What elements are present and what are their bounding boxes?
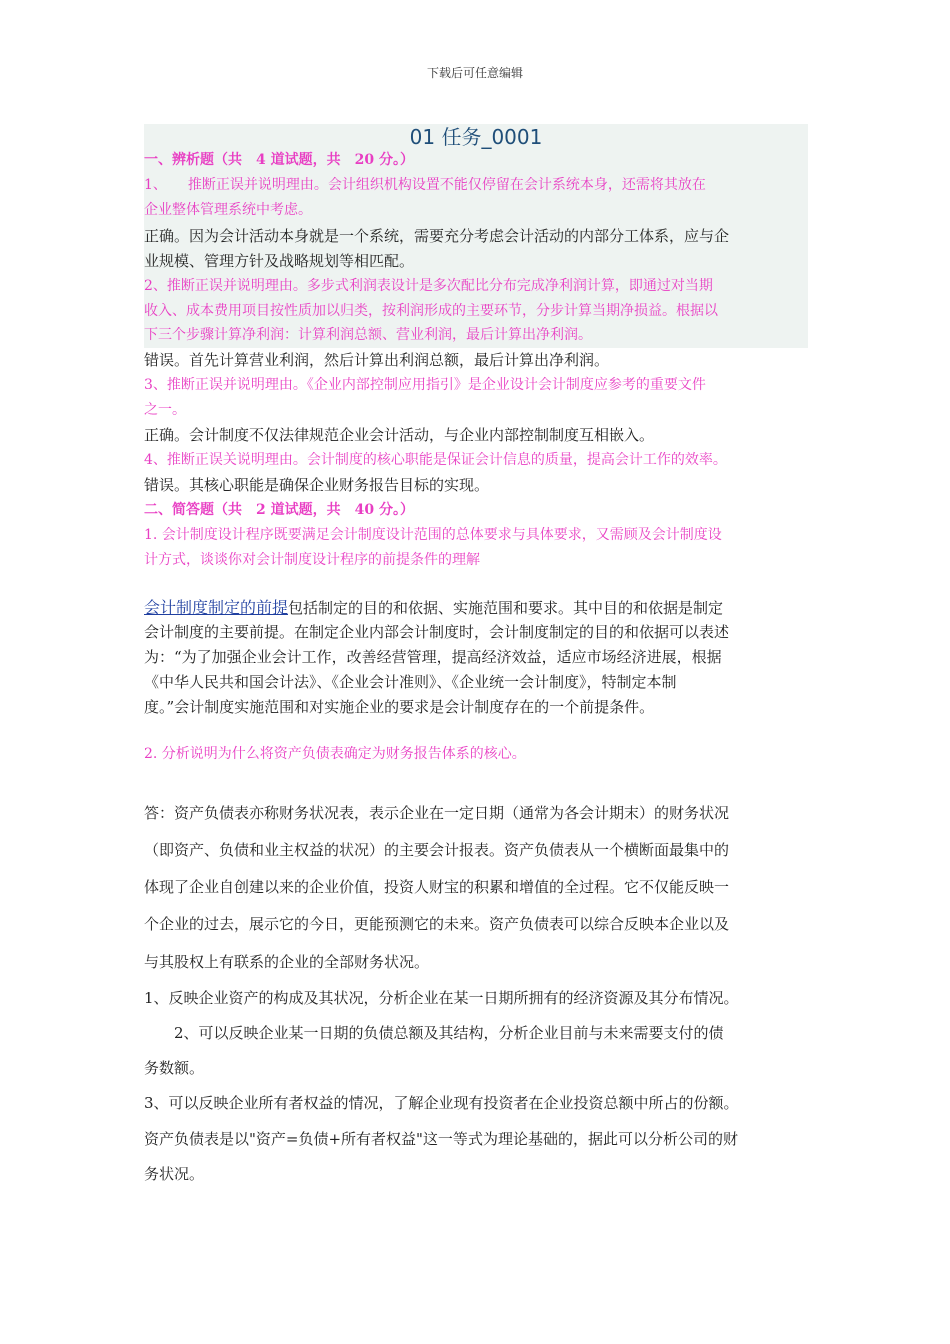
a4-line: 错误。其核心职能是确保企业财务报告目标的实现。 (144, 476, 490, 494)
s2-p3-line3: 务状况。 (144, 1165, 205, 1183)
s2-p2-line1: 2、可以反映企业某一日期的负债总额及其结构，分析企业目前与未来需要支付的债 (144, 1024, 724, 1042)
a2-line: 错误。首先计算营业利润，然后计算出利润总额，最后计算出净利润。 (144, 351, 610, 369)
s2-p3-line1: 3、可以反映企业所有者权益的情况，了解企业现有投资者在企业投资总额中所占的份额。 (144, 1094, 739, 1112)
s2-a1-line1-text: 包括制定的目的和依据、实施范围和要求。其中目的和依据是制定 (288, 599, 724, 617)
s2-a2-line2: （即资产、负债和业主权益的状况）的主要会计报表。资产负债表从一个横断面最集中的 (144, 841, 730, 859)
s2-a1-line1 (144, 595, 808, 621)
s2-a1-line5: 度。”会计制度实施范围和对实施企业的要求是会计制度存在的一个前提条件。 (144, 698, 655, 716)
s2-q1-line2: 计方式，谈谈你对会计制度设计程序的前提条件的理解 (144, 552, 480, 568)
s2-a2-line5: 与其股权上有联系的企业的全部财务状况。 (144, 953, 430, 971)
a1-line1: 正确。因为会计活动本身就是一个系统，需要充分考虑会计活动的内部分工体系，应与企 (144, 227, 730, 245)
q2-line3: 下三个步骤计算净利润：计算利润总额、营业利润，最后计算出净利润。 (144, 327, 592, 343)
q2-line2: 收入、成本费用项目按性质加以归类，按利润形成的主要环节，分步计算当期净损益。根据以 (144, 303, 718, 319)
q3-line1: 3、推断正误并说明理由。《企业内部控制应用指引》是企业设计会计制度应参考的重要文件 (144, 377, 706, 393)
header-note: 下载后可任意编辑 (426, 66, 523, 80)
answer-link[interactable]: 会计制度制定的前提 (144, 598, 289, 617)
q2-line1: 2、推断正误并说明理由。多步式利润表设计是多次配比分布完成净利润计算，即通过对当期 (144, 278, 713, 294)
q1-line2: 企业整体管理系统中考虑。 (144, 202, 312, 218)
q3-line2: 之一。 (144, 402, 186, 418)
s2-a1-line3: 为：“为了加强企业会计工作，改善经营管理，提高经济效益，适应市场经济进展，根据 (144, 648, 722, 666)
section1-heading: 一、辨析题（共 4 道试题，共 20 分。） (144, 152, 414, 168)
page-title: 01 任务_0001 (409, 125, 543, 149)
s2-p1-line: 1、反映企业资产的构成及其状况，分析企业在某一日期所拥有的经济资源及其分布情况。 (144, 989, 739, 1007)
s2-a1-line4: 《中华人民共和国会计法》、《企业会计准则》、《企业统一会计制度》，特制定本制 (144, 673, 677, 691)
s2-q1-line1: 1. 会计制度设计程序既要满足会计制度设计范围的总体要求与具体要求，又需顾及会计制度设 (144, 527, 722, 543)
s2-a2-line4: 个企业的过去，展示它的今日，更能预测它的未来。资产负债表可以综合反映本企业以及 (144, 915, 730, 933)
q4-line: 4、推断正误关说明理由。会计制度的核心职能是保证会计信息的质量，提高会计工作的效率。 (144, 452, 727, 468)
s2-a2-line3: 体现了企业自创建以来的企业价值，投资人财宝的积累和增值的全过程。它不仅能反映一 (144, 878, 730, 896)
a3-line: 正确。会计制度不仅法律规范企业会计活动，与企业内部控制制度互相嵌入。 (144, 426, 655, 444)
a1-line2: 业规模、管理方针及战略规划等相匹配。 (144, 252, 415, 270)
section2-heading: 二、简答题（共 2 道试题，共 40 分。） (144, 502, 414, 518)
s2-a2-line1: 答：资产负债表亦称财务状况表，表示企业在一定日期（通常为各会计期末）的财务状况 (144, 804, 730, 822)
s2-p3-line2: 资产负债表是以"资产=负债+所有者权益"这一等式为理论基础的，据此可以分析公司的财 (144, 1130, 738, 1148)
s2-p2-line2: 务数额。 (144, 1059, 205, 1077)
q1-line1: 1、 推断正误并说明理由。会计组织机构设置不能仅停留在会计系统本身，还需将其放在 (144, 177, 706, 193)
s2-a1-line2: 会计制度的主要前提。在制定企业内部会计制度时，会计制度制定的目的和依据可以表述 (144, 623, 730, 641)
s2-q2-line: 2. 分析说明为什么将资产负债表确定为财务报告体系的核心。 (144, 746, 526, 762)
